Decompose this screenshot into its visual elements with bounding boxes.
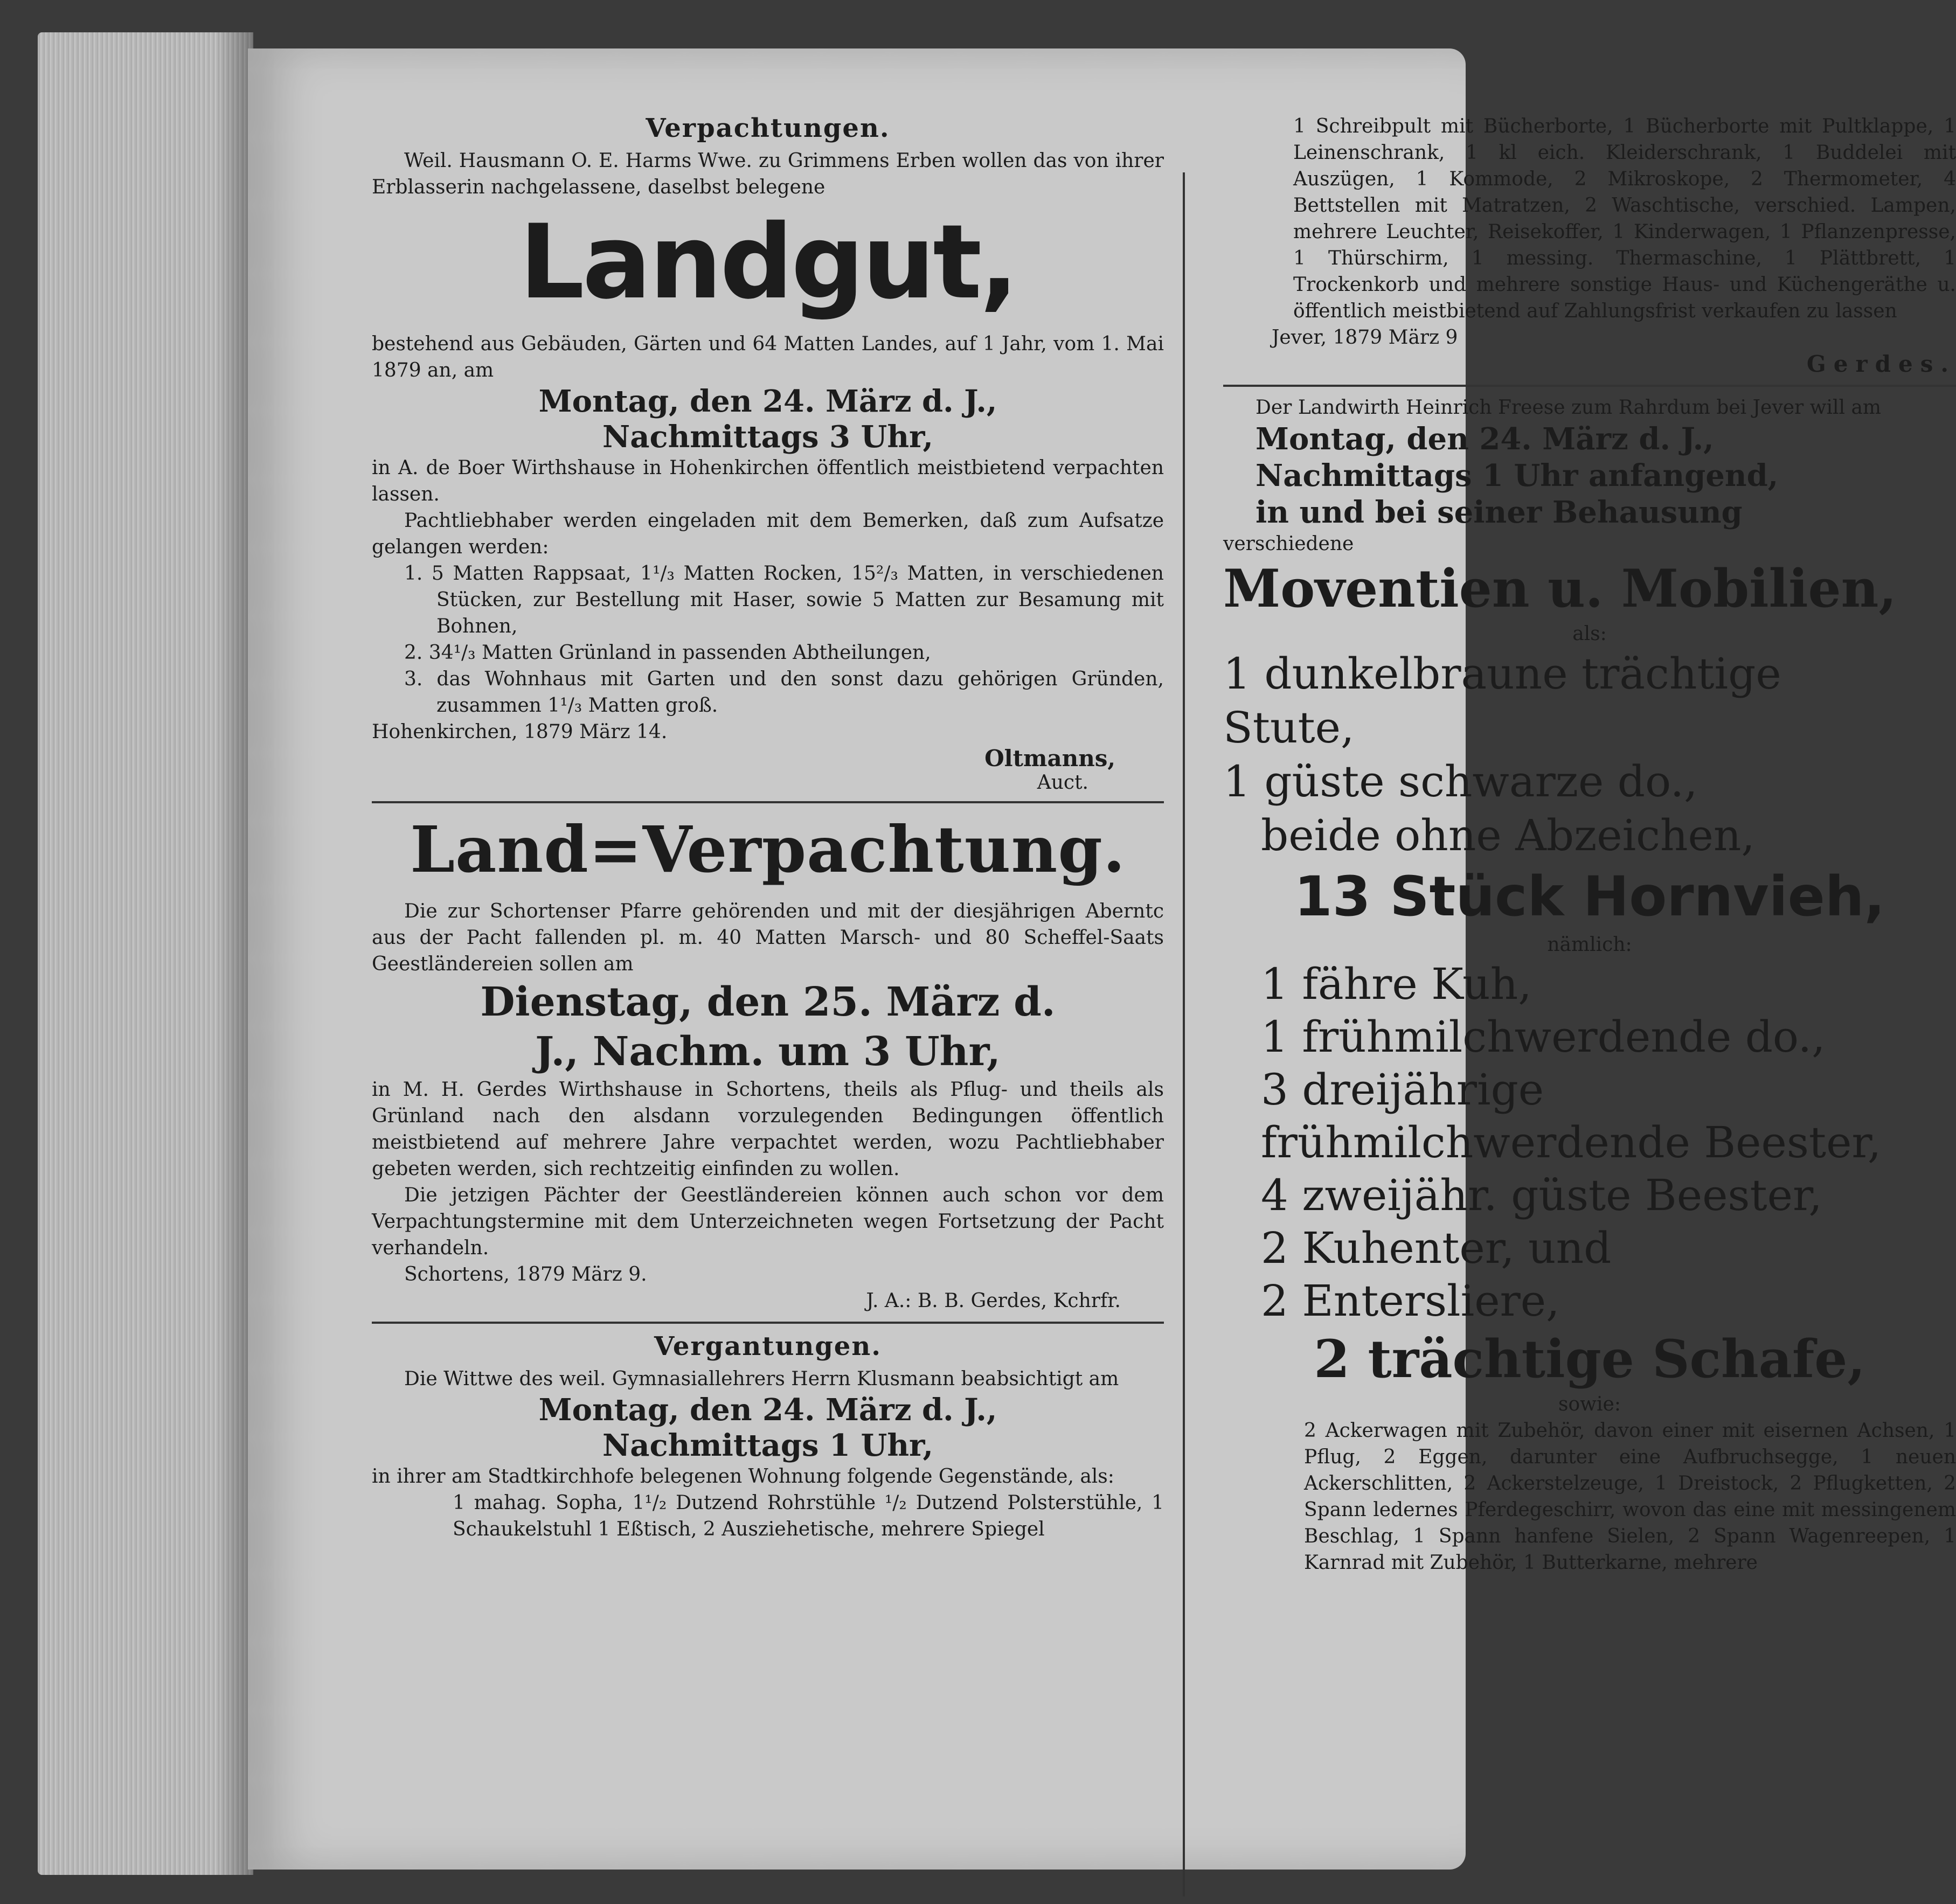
landgut-time: Nachmittags 3 Uhr, bbox=[602, 419, 933, 455]
column-divider bbox=[1183, 172, 1185, 1896]
landgut-item-1: 1. 5 Matten Rappsaat, 1¹/₃ Matten Rocken, 15²/₃ Matten, in verschiedenen Stücken, zur Bestellung mit Haser, sowie 5 Matten zur Besamung mit Bohnen, bbox=[404, 562, 1164, 637]
right-column bbox=[1223, 113, 1956, 1576]
verpachtungen-heading: Verpachtungen. bbox=[646, 113, 890, 143]
freese-verschiedene: verschiedene bbox=[1223, 533, 1354, 555]
left-column bbox=[372, 113, 1164, 1542]
freese-hornvieh: 13 Stück Hornvieh, bbox=[1294, 865, 1885, 929]
freese-item-6: 2 Entersliere, bbox=[1261, 1276, 1560, 1326]
freese-line-1: 1 dunkelbraune trächtige bbox=[1223, 649, 1781, 699]
freese-line-2: Stute, bbox=[1223, 703, 1355, 753]
freese-schafe: 2 trächtige Schafe, bbox=[1314, 1329, 1865, 1389]
landverpachtung-date: Dienstag, den 25. März d. bbox=[480, 979, 1056, 1025]
section-rule bbox=[1223, 385, 1956, 387]
section-rule bbox=[372, 801, 1164, 803]
landgut-signature-sub: Auct. bbox=[1037, 772, 1088, 794]
freese-line-4: beide ohne Abzeichen, bbox=[1261, 810, 1755, 860]
newspaper-page bbox=[248, 48, 1956, 1870]
landgut-title: Landgut, bbox=[519, 203, 1017, 322]
landgut-item-2: 2. 34¹/₃ Matten Grünland in passenden Abtheilungen, bbox=[404, 642, 931, 664]
landverpachtung-dateline: Schortens, 1879 März 9. bbox=[404, 1263, 647, 1285]
freese-item-4: 4 zweijähr. güste Beester, bbox=[1261, 1170, 1822, 1220]
vergantungen-time: Nachmittags 1 Uhr, bbox=[602, 1428, 933, 1463]
landgut-place: in A. de Boer Wirthshause in Hohenkirchen öffentlich meistbietend verpachten lassen. bbox=[372, 457, 1164, 505]
freese-title: Moventien u. Mobilien, bbox=[1223, 558, 1897, 619]
landgut-item-3: 3. das Wohnhaus mit Garten und den sonst dazu gehörigen Gründen, zusammen 1¹/₃ Matten groß. bbox=[404, 668, 1164, 717]
freese-item-5: 2 Kuhenter, und bbox=[1261, 1223, 1612, 1273]
freese-time: Nachmittags 1 Uhr anfangend, bbox=[1256, 458, 1779, 494]
freese-als: als: bbox=[1572, 623, 1607, 645]
landverpachtung-title: Land=Verpachtung. bbox=[410, 812, 1126, 887]
section-rule bbox=[372, 1322, 1164, 1324]
landgut-date: Montag, den 24. März d. J., bbox=[538, 384, 997, 419]
vergantungen-heading: Vergantungen. bbox=[654, 1331, 882, 1361]
landgut-signature: Oltmanns, bbox=[984, 745, 1115, 772]
freese-item-2: 1 frühmilchwerdende do., bbox=[1261, 1012, 1826, 1062]
landgut-note: Pachtliebhaber werden eingeladen mit dem Bemerken, daß zum Aufsatze gelangen werden: bbox=[372, 510, 1164, 558]
freese-date: Montag, den 24. März d. J., bbox=[1256, 421, 1714, 457]
klusmann-signature: Gerdes. bbox=[1806, 351, 1956, 377]
freese-intro: Der Landwirth Heinrich Freese zum Rahrdum bei Jever will am bbox=[1256, 397, 1882, 419]
landverpachtung-text2: in M. H. Gerdes Wirthshause in Schortens, theils als Pflug- und theils als Grünland nach den alsdann vorzulegenden Bedingungen öffentlich meistbietend auf mehrere Jahre verpachtet werden, wozu Pachtliebhaber gebeten werden, sich rechtzeitig einfinden zu wollen. bbox=[372, 1079, 1164, 1180]
vergantungen-text2: in ihrer am Stadtkirchhofe belegenen Wohnung folgende Gegenstände, als: bbox=[372, 1465, 1114, 1488]
freese-naemlich: nämlich: bbox=[1547, 934, 1632, 956]
vergantungen-items: 1 mahag. Sopha, 1¹/₂ Dutzend Rohrstühle ¹/₂ Dutzend Polsterstühle, 1 Schaukelstuhl 1 Eßtisch, 2 Ausziehetische, mehrere Spiegel bbox=[453, 1492, 1164, 1540]
landverpachtung-text3: Die jetzigen Pächter der Geestländereien können auch schon vor dem Verpachtungstermine mit dem Unterzeichneten wegen Fortsetzung der Pacht verhandeln. bbox=[372, 1184, 1164, 1259]
vergantungen-text: Die Wittwe des weil. Gymnasiallehrers Herrn Klusmann beabsichtigt am bbox=[404, 1368, 1119, 1390]
landverpachtung-signature: J. A.: B. B. Gerdes, Kchrfr. bbox=[866, 1290, 1121, 1312]
klusmann-dateline: Jever, 1879 März 9 bbox=[1272, 326, 1458, 349]
freese-item-3: 3 dreijährige frühmilchwerdende Beester, bbox=[1261, 1065, 1882, 1168]
landverpachtung-text: Die zur Schortenser Pfarre gehörenden und mit der diesjährigen Aberntc aus der Pacht fallenden pl. m. 40 Matten Marsch- und 80 Scheffel-Saats Geestländereien sollen am bbox=[372, 900, 1164, 975]
vergantungen-date: Montag, den 24. März d. J., bbox=[538, 1392, 997, 1428]
landverpachtung-time: J., Nachm. um 3 Uhr, bbox=[535, 1029, 1001, 1075]
klusmann-continued: 1 Schreibpult mit Bücherborte, 1 Bücherborte mit Pultklappe, 1 Leinenschrank, 1 kl eich. Kleiderschrank, 1 Buddelei mit Auszügen, 1 Kommode, 2 Mikroskope, 2 Thermometer, 4 Bettstellen mit Matratzen, 2 Waschtische, verschied. Lampen, mehrere Leuchter, Reisekoffer, 1 Kinderwagen, 1 Pflanzenpresse, 1 Thürschirm, 1 messing. Thermaschine, 1 Plättbrett, 1 Trockenkorb und mehrere sonstige Haus- und Küchengeräthe u. öffentlich meistbietend auf Zahlungsfrist verkaufen zu lassen bbox=[1293, 115, 1956, 322]
landgut-desc: bestehend aus Gebäuden, Gärten und 64 Matten Landes, auf 1 Jahr, vom 1. Mai 1879 an, am bbox=[372, 333, 1164, 381]
freese-tail: 2 Ackerwagen mit Zubehör, davon einer mit eisernen Achsen, 1 Pflug, 2 Eggen, darunter eine Aufbruchsegge, 1 neuen Ackerschlitten, 2 Ackerstelzeuge, 1 Dreistock, 2 Pflugketten, 2 Spann ledernes Pferdegeschirr, wovon das eine mit messingenem Beschlag, 1 Spann hanfene Sielen, 2 Spann Wagenreepen, 1 Karnrad mit Zubehör, 1 Butterkarne, mehrere bbox=[1304, 1420, 1956, 1574]
freese-line-3: 1 güste schwarze do., bbox=[1223, 756, 1698, 807]
freese-place: in und bei seiner Behausung bbox=[1256, 495, 1743, 530]
landgut-intro: Weil. Hausmann O. E. Harms Wwe. zu Grimmens Erben wollen das von ihrer Erblasserin nachgelassene, daselbst belegene bbox=[372, 150, 1164, 198]
freese-item-1: 1 fähre Kuh, bbox=[1261, 959, 1532, 1009]
freese-sowie: sowie: bbox=[1558, 1393, 1621, 1415]
landgut-dateline: Hohenkirchen, 1879 März 14. bbox=[372, 721, 668, 743]
